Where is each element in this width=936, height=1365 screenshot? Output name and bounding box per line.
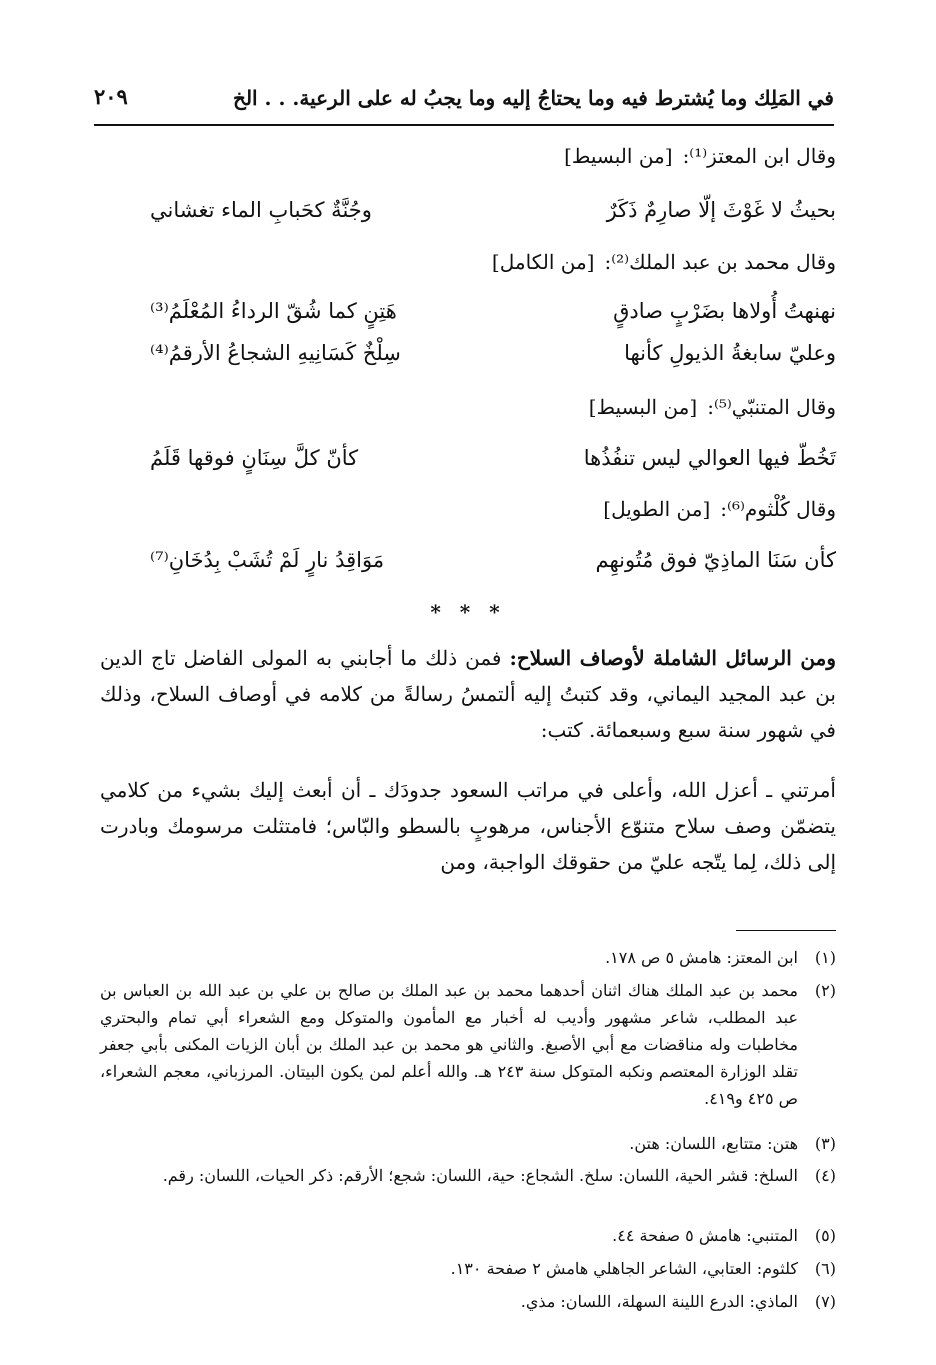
verse-first-hemistich: كأن سَنَا الماذِيّ فوق مُتُونهِم [595,548,836,572]
footnote-text: ابن المعتز: هامش ٥ ص ١٧٨. [605,948,798,967]
footnote-number: (٧) [814,1292,836,1311]
poet-attribution: وقال كُلْثوم⁽⁶⁾: [720,497,836,521]
verse [0,296,936,330]
meter-label: [من البسيط] [588,395,698,419]
footnote-text: محمد بن عبد الملك هناك اثنان أحدهما محمد بن عبد الملك بن صالح بن علي بن عبد الله بن العباس بن عبد المطلب، شاعر مشهور وأديب له أخبار مع المأمون والمتوكل ومع الشعراء أبي تمام والبحتري مخاطبات وله مناقضات مع أبي الأصبغ. والثاني هو محمد بن عبد الملك بن أبان الزيات المكنى بأبي جعفر تقلد الوزارة المعتصم ونكبه المتوكل سنة ٢٤٣ هـ. والله أعلم لمن يكون البيتان. المرزباني، معجم الشعراء، ص ٤٢٥ و٤١٩. [100,981,798,1108]
poem-intro [492,248,836,276]
verse-second-hemistich: وجُنَّةٌ كحَبابِ الماء تغشاني [150,198,372,222]
paragraph-text: فمن ذلك ما أجابني به المولى الفاضل تاج الدين بن عبد المجيد اليماني، وقد كتبتُ إليه ألتمسُ رسالةً من كلامه في أوصاف السلاح، وذلك في شهور سنة سبع وسبعمائة. كتب: [100,646,836,742]
verse [0,195,936,229]
verse-second-hemistich: هَتِنٍ كما شُقّ الرداءُ المُعْلَمُ⁽³⁾ [150,299,397,323]
footnote-number: (٤) [814,1166,836,1185]
section-heading: ومن الرسائل الشاملة لأوصاف السلاح: [509,646,837,670]
verse-first-hemistich: وعليّ سابغةُ الذيولِ كأنها [624,341,836,365]
verse [0,443,936,477]
verse-first-hemistich: تَخُطّ فيها العوالي ليس تنفُذُها [583,446,836,470]
footnote-text: هتن: متتابع، اللسان: هتن. [629,1134,798,1153]
verse [0,338,936,372]
footnote-number: (٣) [814,1134,836,1153]
footnote [100,1130,836,1157]
footnote-text: المتنبي: هامش ٥ صفحة ٤٤. [612,1226,798,1245]
footnote [100,1162,836,1189]
meter-label: [من الطويل] [603,497,711,521]
meter-label: [من الكامل] [491,250,595,274]
poet-attribution: وقال ابن المعتز⁽¹⁾: [682,144,836,168]
running-title: في المَلِك وما يُشترط فيه وما يحتاجُ إليه وما يجبُ له على الرعية. . . الخ [233,86,834,110]
footnote-rule [736,930,836,931]
prose-paragraph [100,772,836,880]
paragraph-text: أمرتني ـ أعزل الله، وأعلى في مراتب السعود جدودَك ـ أن أبعث إليك بشيء من كلامي يتضمّن وصف سلاح متنوّع الأجناس، مرهوبٍ بالسطو والبّاس؛ فامتثلت مرسومك وبادرت إلى ذلك، لِما يتّجه عليّ من حقوقك الواجبة، ومن [100,778,836,874]
verse [0,545,936,579]
verse-first-hemistich: نهنهتُ أُولاها بضَرْبٍ صادقٍ [613,299,836,323]
footnote-number: (١) [814,948,836,967]
section-separator: * * * [430,600,506,624]
footnote [100,1288,836,1315]
poem-intro [564,142,836,170]
poet-attribution: وقال المتنبّي⁽⁵⁾: [707,395,836,419]
verse-second-hemistich: كأنّ كلَّ سِنَانٍ فوقها قَلَمُ [150,446,359,470]
footnote [100,977,836,1112]
verse-second-hemistich: مَوَاقِدُ نارٍ لَمْ تُشَبْ بِدُخَانِ⁽⁷⁾ [150,548,385,572]
poem-intro [589,393,836,421]
footnote-text: السلخ: قشر الحية، اللسان: سلخ. الشجاع: حية، اللسان: شجع؛ الأرقم: ذكر الحيات، اللسان: رقم. [162,1166,798,1185]
running-header [94,82,834,126]
footnote [100,944,836,971]
footnote-number: (٢) [814,981,836,1000]
footnote-text: الماذي: الدرع اللينة السهلة، اللسان: مذي. [520,1292,798,1311]
verse-first-hemistich: بحيثُ لا غَوْثَ إلّا صارِمٌ ذَكَرٌ [606,198,836,222]
page-number: ٢٠٩ [94,84,128,109]
meter-label: [من البسيط] [564,144,673,168]
footnote-number: (٥) [814,1226,836,1245]
footnote [100,1222,836,1249]
poem-intro [603,495,836,523]
verse-second-hemistich: سِلْخٌ كَسَانِيهِ الشجاعُ الأرقمُ⁽⁴⁾ [150,341,401,365]
footnote-number: (٦) [814,1259,836,1278]
poet-attribution: وقال محمد بن عبد الملك⁽²⁾: [604,250,836,274]
footnote [100,1255,836,1282]
footnote-text: كلثوم: العتابي، الشاعر الجاهلي هامش ٢ صفحة ١٣٠. [450,1259,798,1278]
prose-paragraph [100,640,836,748]
